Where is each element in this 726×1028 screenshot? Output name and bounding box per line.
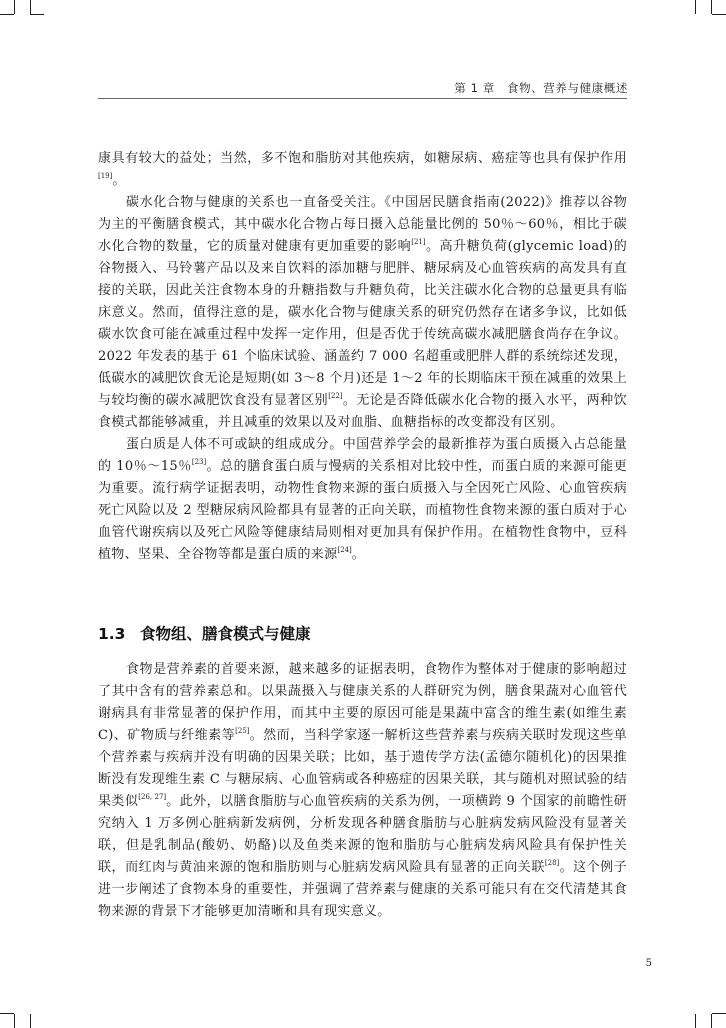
text-run: 。然而，当科学家逐一解析这些营养素与疾病关联时发现这些单个营养素与疾病并没有明确的因果关联；比如，基于遗传学方法(孟德尔随机化)的因果推断没有发现维生素 C 与糖尿病、心血管病或各种癌症的因果关联，其与随机对照试验的结果类似	[98, 728, 627, 809]
text-run: 碳水化合物与健康的关系也一直备受关注。《中国居民膳食指南(2022)》推荐以谷物为主的平衡膳食模式，其中碳水化合物占每日摄入总能量比例的 50％～60％，相比于碳水化合物的数量，它的质量对健康有更加重要的影响	[98, 195, 627, 254]
body-text-bottom	[98, 659, 627, 923]
crop-mark	[30, 1014, 31, 1028]
running-header: 第 1 章 食物、营养与健康概述	[454, 81, 628, 95]
citation-ref: [23]	[191, 458, 207, 466]
crop-mark	[14, 1014, 15, 1028]
crop-mark	[0, 1013, 14, 1014]
text-run: 。这个例子进一步阐述了食物本身的重要性，并强调了营养素与健康的关系可能只有在交代清楚其食物来源的背景下才能够更加清晰和具有现实意义。	[98, 860, 627, 919]
text-run: 。	[112, 173, 126, 188]
citation-ref: [21]	[411, 238, 426, 246]
crop-mark	[712, 1013, 726, 1014]
text-run: 。	[351, 547, 366, 562]
text-run: 。此外，以膳食脂肪与心血管疾病的关系为例，一项横跨 9 个国家的前瞻性研究纳入 1 万多例心脏病新发病例，分析发现各种膳食脂肪与心脏病发病风险没有显著关联，但是乳制品(酸奶、奶酪)以及鱼类来源的饱和脂肪与心脏病发病风险具有保护性关联，而红肉与黄油来源的饱和脂肪则与心脏病发病风险具有显著的正向关联	[98, 794, 627, 875]
text-run: 。高升糖负荷(glycemic load)的谷物摄入、马铃薯产品以及来自饮料的添加糖与肥胖、糖尿病及心血管疾病的高发具有直接的关联，因此关注食物本身的升糖指数与升糖负荷，比关注碳水化合物的总量更具有临床意义。然而，值得注意的是，碳水化合物与健康关系的研究仍然存在诸多争议，比如低碳水饮食可能在减重过程中发挥一定作用，但是否优于传统高碳水减肥膳食尚存在争议。2022 年发表的基于 61 个临床试验、涵盖约 7 000 名超重或肥胖人群的系统综述发现，低碳水的减肥饮食无论是短期(如 3～8 个月)还是 1～2 年的长期临床干预在减重的效果上与较均衡的碳水减肥饮食没有显著区别	[98, 239, 627, 408]
section-title: 食物组、膳食模式与健康	[140, 625, 311, 643]
crop-mark	[14, 0, 15, 14]
text-run: 食物是营养素的首要来源，越来越多的证据表明，食物作为整体对于健康的影响超过了其中含有的营养素总和。以果蔬摄入与健康关系的人群研究为例，膳食果蔬对心血管代谢病具有非常显著的保护作用，而其中主要的原因可能是果蔬中富含的维生素(如维生素 C)、矿物质与纤维素等	[98, 662, 627, 743]
text-run: 。无论是否降低碳水化合物的摄入水平，两种饮食模式都能够减重，并且减重的效果以及对血脂、血糖指标的改变都没有区别。	[98, 393, 627, 430]
paragraph	[98, 148, 627, 192]
section-number: 1.3	[98, 625, 126, 643]
crop-mark	[711, 1014, 712, 1028]
paragraph	[98, 192, 627, 434]
text-run: 。总的膳食蛋白质与慢病的关系相对比较中性，而蛋白质的来源可能更为重要。流行病学证据表明，动物性食物来源的蛋白质摄入与全因死亡风险、心血管疾病死亡风险以及 2 型糖尿病风险都具有显著的正向关联，而植物性食物来源的蛋白质对于心血管代谢疾病以及死亡风险等健康结局则相对更加具有保护作用。在植物性食物中，豆科植物、坚果、全谷物等都是蛋白质的来源	[98, 459, 627, 562]
citation-ref: [26, 27]	[138, 793, 167, 801]
text-run: 蛋白质是人体不可或缺的组成成分。中国营养学会的最新推荐为蛋白质摄入占总能量的 10％～15％	[98, 437, 627, 474]
citation-ref: [19]	[98, 172, 113, 180]
crop-mark	[712, 14, 726, 15]
page-number: 5	[645, 958, 652, 969]
citation-ref: [24]	[337, 546, 352, 554]
crop-mark	[695, 1014, 696, 1028]
crop-mark	[0, 14, 14, 15]
paragraph	[98, 659, 627, 923]
crop-mark	[695, 0, 696, 14]
paragraph	[98, 434, 627, 566]
crop-mark	[30, 14, 44, 15]
header-rule	[98, 98, 627, 99]
crop-mark	[30, 0, 31, 14]
section-heading	[98, 622, 311, 644]
citation-ref: [28]	[544, 859, 560, 867]
citation-ref: [22]	[328, 392, 343, 400]
crop-mark	[711, 0, 712, 14]
citation-ref: [25]	[235, 727, 250, 735]
body-text-top	[98, 148, 627, 566]
text-run: 康具有较大的益处；当然，多不饱和脂肪对其他疾病，如糖尿病、癌症等也具有保护作用	[98, 151, 627, 166]
